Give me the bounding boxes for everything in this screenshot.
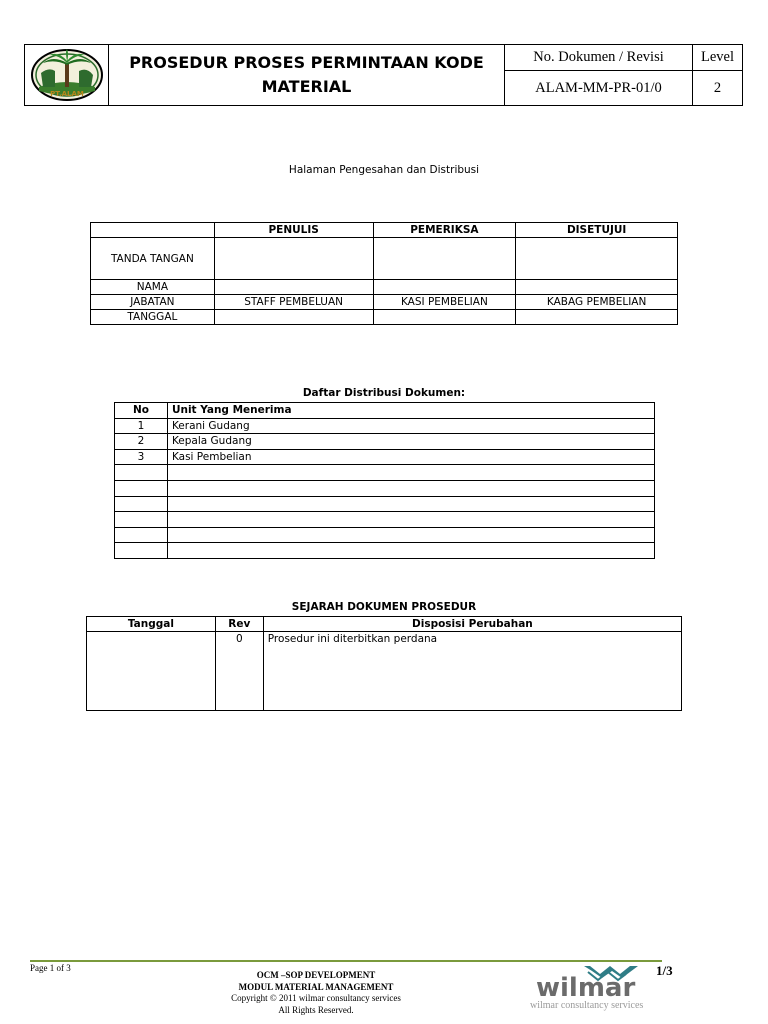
distribution-unit [167,543,654,559]
approval-row-label: NAMA [91,280,215,295]
doc-number-cell [505,45,693,105]
approval-cell [516,238,678,280]
distribution-unit: Kepala Gudang [167,434,654,450]
doc-number-label: No. Dokumen / Revisi [505,45,692,71]
history-disposition: Prosedur ini diterbitkan perdana [263,632,681,711]
distribution-row [115,449,655,465]
approval-cell: KASI PEMBELIAN [373,295,516,310]
history-header-cell: Rev [215,617,263,632]
footer-line-4: All Rights Reserved. [278,1004,354,1015]
svg-text:PT.ALAM: PT.ALAM [49,90,84,98]
distribution-row [115,480,655,496]
history-date [87,632,216,711]
distribution-header-cell: No [115,403,168,419]
approval-header-cell [91,223,215,238]
distribution-row [115,434,655,450]
approval-row-label: TANDA TANGAN [91,238,215,280]
distribution-no [115,480,168,496]
distribution-unit [167,512,654,528]
approval-cell [214,238,373,280]
distribution-no: 2 [115,434,168,450]
approval-cell [516,310,678,325]
company-logo [29,47,105,103]
history-rev: 0 [215,632,263,711]
footer-line-3: Copyright © 2011 wilmar consultancy services [231,993,401,1003]
approval-cell: KABAG PEMBELIAN [516,295,678,310]
footer-center-text [190,970,442,1016]
footer-line-1: OCM –SOP DEVELOPMENT [256,970,376,980]
footer-page-fraction: 1/3 [656,963,673,978]
distribution-row [115,527,655,543]
distribution-row [115,418,655,434]
approval-cell [373,280,516,295]
distribution-unit [167,480,654,496]
distribution-header-row [115,403,655,419]
history-header-cell: Disposisi Perubahan [263,617,681,632]
document-title: PROSEDUR PROSES PERMINTAAN KODE MATERIAL [129,53,484,96]
history-table [86,616,682,711]
history-header-row [87,617,682,632]
distribution-table [114,402,655,559]
distribution-no [115,543,168,559]
approval-caption: Halaman Pengesahan dan Distribusi [288,164,480,176]
approval-header-cell: PEMERIKSA [373,223,516,238]
distribution-unit: Kerani Gudang [167,418,654,434]
company-logo-cell [25,45,109,105]
distribution-row [115,512,655,528]
distribution-unit: Kasi Pembelian [167,449,654,465]
document-header [24,44,743,106]
distribution-row [115,543,655,559]
approval-header-cell: DISETUJUI [516,223,678,238]
approval-row-label: JABATAN [91,295,215,310]
distribution-no [115,496,168,512]
approval-cell [373,238,516,280]
footer-page-label: Page 1 of 3 [30,963,71,973]
approval-row [91,238,678,280]
history-caption: SEJARAH DOKUMEN PROSEDUR [291,601,477,613]
distribution-unit [167,527,654,543]
distribution-row [115,496,655,512]
history-row [87,632,682,711]
distribution-no: 3 [115,449,168,465]
approval-row-label: TANGGAL [91,310,215,325]
distribution-unit [167,496,654,512]
approval-table [90,222,678,325]
approval-cell [373,310,516,325]
distribution-no [115,465,168,481]
distribution-caption: Daftar Distribusi Dokumen: [302,387,466,399]
distribution-row [115,465,655,481]
approval-header-cell: PENULIS [214,223,373,238]
distribution-header-cell: Unit Yang Menerima [167,403,654,419]
distribution-unit [167,465,654,481]
distribution-no [115,527,168,543]
approval-row [91,295,678,310]
footer-line-2: MODUL MATERIAL MANAGEMENT [238,981,394,992]
level-label: Level [693,45,742,71]
approval-cell: STAFF PEMBELUAN [214,295,373,310]
approval-cell [214,310,373,325]
distribution-no: 1 [115,418,168,434]
title-cell [109,45,505,105]
approval-row [91,280,678,295]
level-value: 2 [713,79,722,96]
svg-text:wilmar: wilmar [536,973,636,1003]
level-cell [693,45,742,105]
approval-cell [214,280,373,295]
distribution-no [115,512,168,528]
history-header-cell: Tanggal [87,617,216,632]
approval-row [91,310,678,325]
approval-header-row [91,223,678,238]
doc-number-value: ALAM-MM-PR-01/0 [535,79,662,96]
approval-cell [516,280,678,295]
wilmar-logo [530,962,655,1012]
svg-text:wilmar consultancy services: wilmar consultancy services [530,1000,644,1011]
